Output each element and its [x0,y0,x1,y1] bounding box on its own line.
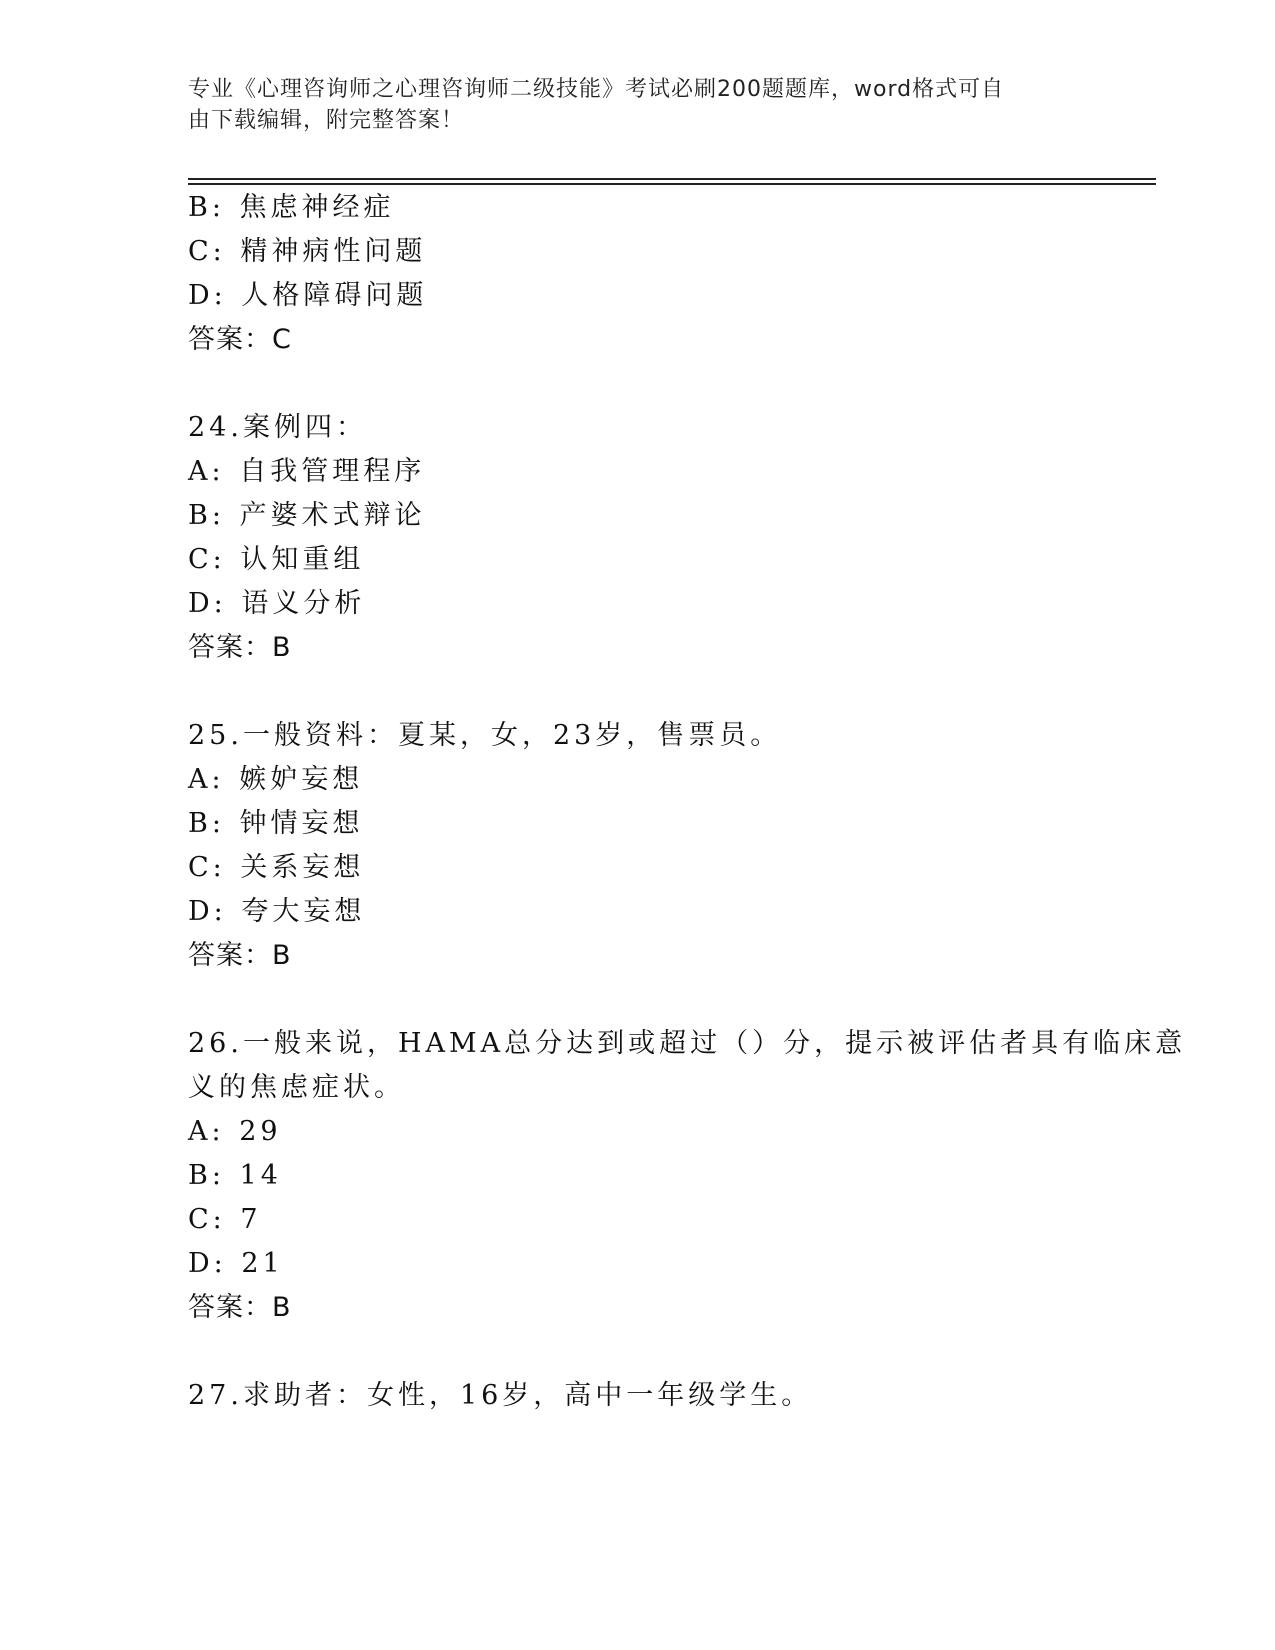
option-d [188,584,365,624]
option-text: 自我管理程序 [239,456,426,487]
answer-label: 答案： [188,1292,272,1323]
option-label: C: [188,544,226,575]
option-text: 夸大妄想 [241,896,366,927]
option-b [188,804,364,844]
option-text: 7 [240,1204,262,1235]
answer-line [188,320,292,360]
option-text: 人格障碍问题 [241,280,428,311]
answer-value: C [272,324,292,355]
option-label: C: [188,236,226,267]
answer-label: 答案： [188,324,272,355]
header-divider-top [188,178,1156,180]
option-label: A: [188,456,225,487]
question-text: 求助者：女性，16岁，高中一年级学生。 [242,1380,813,1411]
answer-value: B [272,1292,292,1323]
option-a [188,452,425,492]
option-text: 语义分析 [241,588,366,619]
header-divider-bottom [188,183,1156,185]
option-b [188,496,426,536]
question-text: 义的焦虑症状。 [188,1072,405,1103]
document-header [188,74,1068,136]
option-text: 14 [239,1160,282,1191]
option-label: A: [188,764,225,795]
option-text: 产婆术式辩论 [239,500,426,531]
question-number: 24. [188,412,243,443]
option-label: B: [188,808,225,839]
option-a [188,1112,282,1152]
option-label: D: [188,896,227,927]
option-label: C: [188,852,226,883]
answer-value: B [272,940,292,971]
option-b [188,188,395,228]
question-text: 一般来说，HAMA总分达到或超过（）分，提示被评估者具有临床意 [242,1028,1187,1059]
question-stem [188,716,781,756]
option-text: 精神病性问题 [240,236,427,267]
option-d [188,1244,284,1284]
question-stem [188,1376,812,1416]
question-number: 25. [188,720,243,751]
option-text: 21 [241,1248,284,1279]
answer-label: 答案： [188,940,272,971]
answer-line [188,1288,292,1328]
option-c [188,540,364,580]
option-label: D: [188,280,227,311]
question-stem [188,408,367,448]
option-label: B: [188,500,225,531]
option-label: D: [188,1248,227,1279]
option-label: B: [188,1160,225,1191]
option-label: A: [188,1116,225,1147]
answer-value: B [272,632,292,663]
option-text: 认知重组 [240,544,365,575]
option-c [188,1200,262,1240]
question-text: 案例四： [242,412,367,443]
question-stem [188,1024,1186,1064]
option-c [188,848,364,888]
option-label: D: [188,588,227,619]
option-text: 关系妄想 [240,852,365,883]
question-number: 26. [188,1028,243,1059]
header-line-2: 由下载编辑，附完整答案！ [188,108,465,133]
option-label: B: [188,192,225,223]
question-stem-continued [188,1068,405,1108]
option-d [188,276,427,316]
option-text: 焦虑神经症 [239,192,395,223]
answer-line [188,628,292,668]
option-text: 钟情妄想 [239,808,364,839]
option-text: 29 [239,1116,282,1147]
question-number: 27. [188,1380,243,1411]
option-label: C: [188,1204,226,1235]
option-d [188,892,365,932]
header-line-1: 专业《心理咨询师之心理咨询师二级技能》考试必刷200题题库，word格式可自 [188,77,1005,102]
question-text: 一般资料：夏某，女，23岁，售票员。 [242,720,782,751]
option-b [188,1156,282,1196]
answer-line [188,936,292,976]
answer-label: 答案： [188,632,272,663]
option-c [188,232,426,272]
option-text: 嫉妒妄想 [239,764,364,795]
option-a [188,760,363,800]
